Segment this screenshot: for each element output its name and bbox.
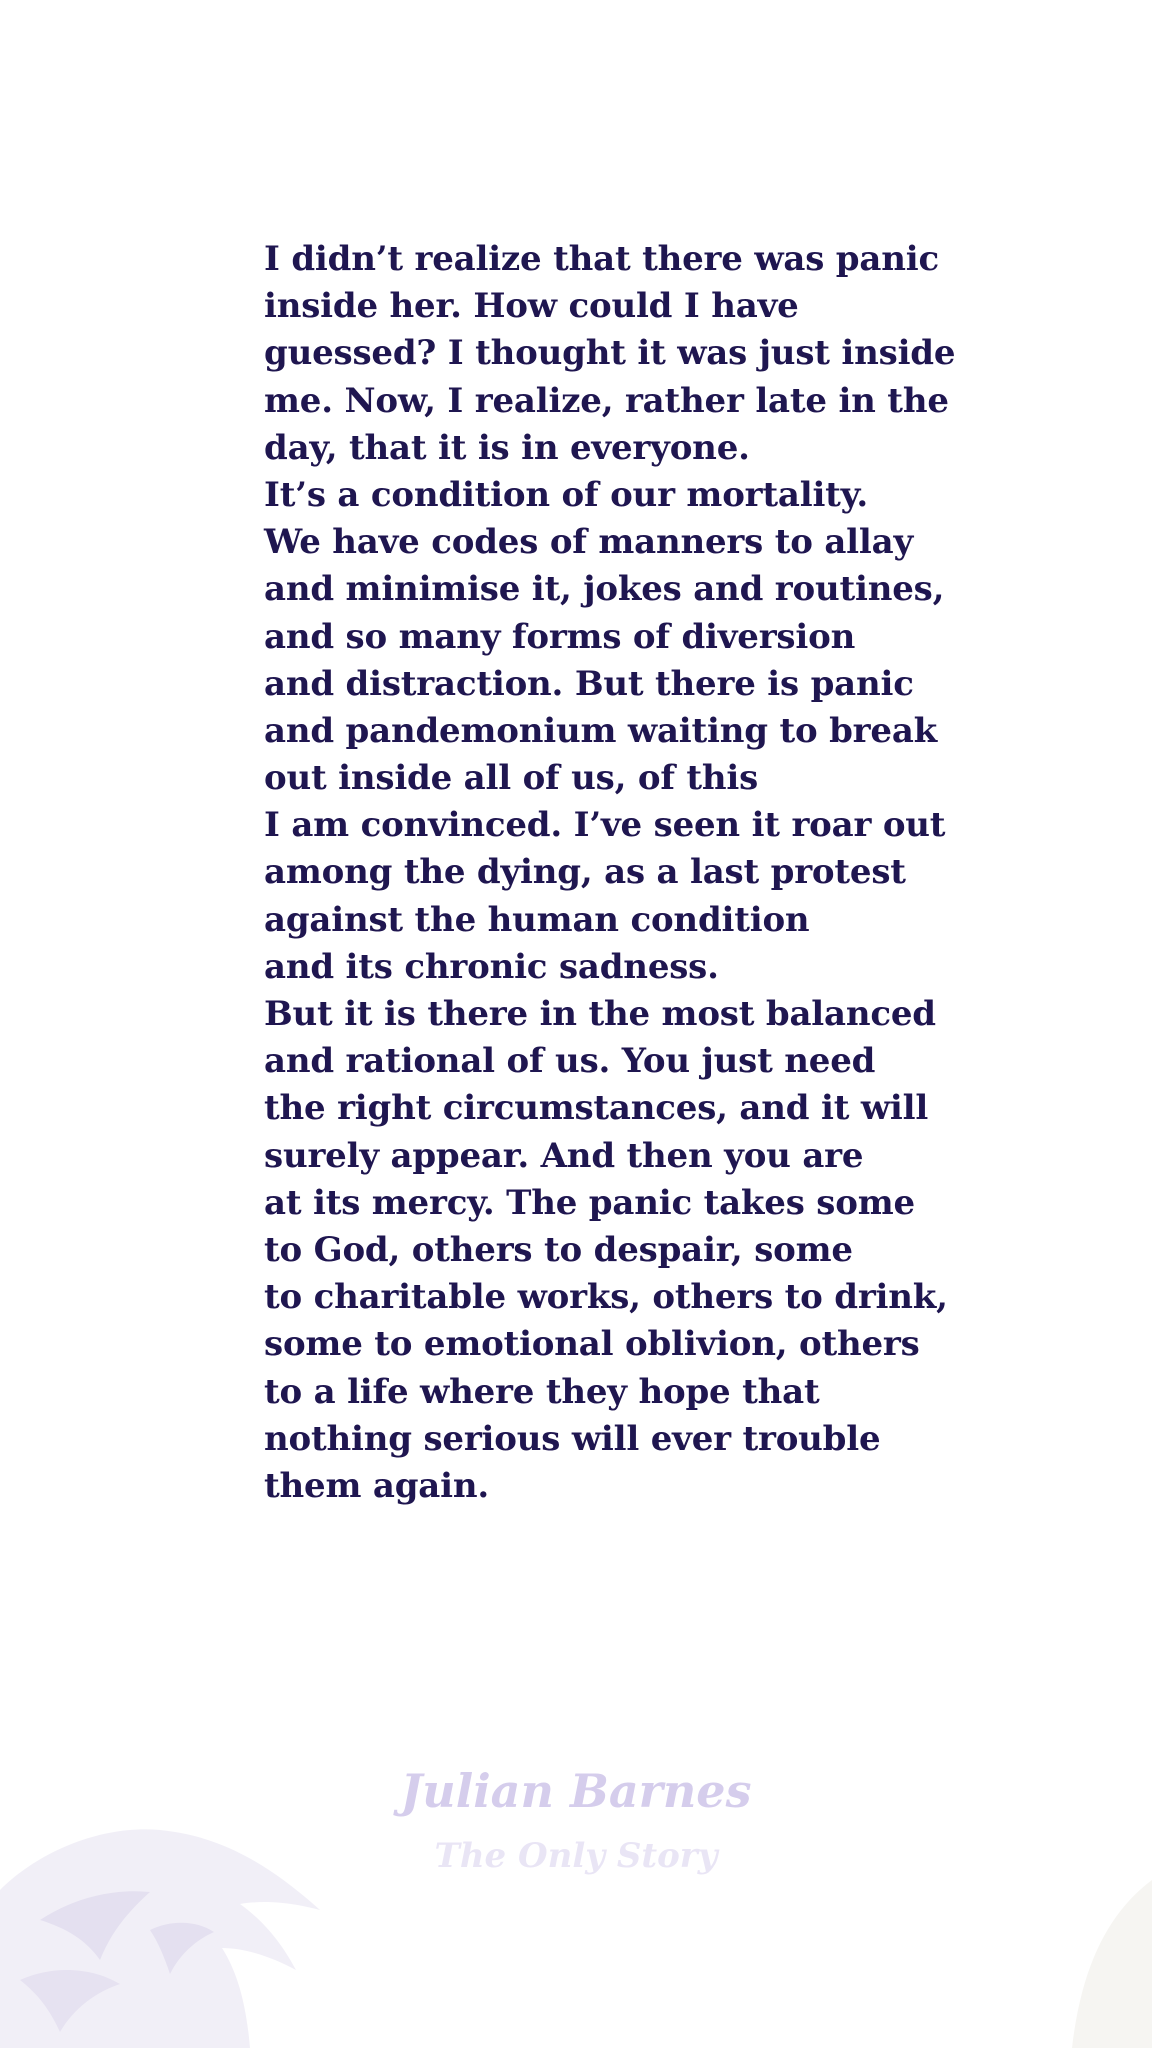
quote-line: We have codes of manners to allay bbox=[264, 522, 913, 563]
quote-line: guessed? I thought it was just inside bbox=[264, 333, 956, 374]
quote-line: surely appear. And then you are bbox=[264, 1135, 864, 1176]
quote-line: them again. bbox=[264, 1465, 489, 1506]
quote-line: me. Now, I realize, rather late in the bbox=[264, 380, 949, 421]
quote-line: and minimise it, jokes and routines, bbox=[264, 569, 945, 610]
quote-line: some to emotional oblivion, others bbox=[264, 1324, 920, 1365]
quote-line: among the dying, as a last protest bbox=[264, 852, 906, 893]
quote-line: I am convinced. I’ve seen it roar out bbox=[264, 805, 946, 846]
quote-text bbox=[264, 236, 964, 1510]
book-title: The Only Story bbox=[434, 1836, 718, 1876]
feather-corner-icon bbox=[992, 1880, 1152, 2048]
quote-line: to God, others to despair, some bbox=[264, 1229, 853, 1270]
quote-line: against the human condition bbox=[264, 899, 810, 940]
quote-line: out inside all of us, of this bbox=[264, 758, 759, 799]
quote-line: and so many forms of diversion bbox=[264, 616, 856, 657]
quote-line: and rational of us. You just need bbox=[264, 1041, 876, 1082]
quote-line: inside her. How could I have bbox=[264, 286, 799, 327]
quote-line: to a life where they hope that bbox=[264, 1371, 820, 1412]
quote-line: It’s a condition of our mortality. bbox=[264, 474, 868, 515]
author-name: Julian Barnes bbox=[400, 1764, 752, 1818]
quote-line: at its mercy. The panic takes some bbox=[264, 1182, 915, 1223]
quote-line: I didn’t realize that there was panic bbox=[264, 239, 939, 279]
quote-line: and its chronic sadness. bbox=[264, 946, 719, 987]
quote-line: to charitable works, others to drink, bbox=[264, 1277, 948, 1318]
quote-line: and pandemonium waiting to break bbox=[264, 710, 938, 751]
quote-line: But it is there in the most balanced bbox=[264, 994, 936, 1034]
quote-line: nothing serious will ever trouble bbox=[264, 1418, 881, 1459]
quote-line: the right circumstances, and it will bbox=[264, 1088, 929, 1129]
quote-line: and distraction. But there is panic bbox=[264, 663, 914, 704]
quote-line: day, that it is in everyone. bbox=[264, 427, 750, 468]
